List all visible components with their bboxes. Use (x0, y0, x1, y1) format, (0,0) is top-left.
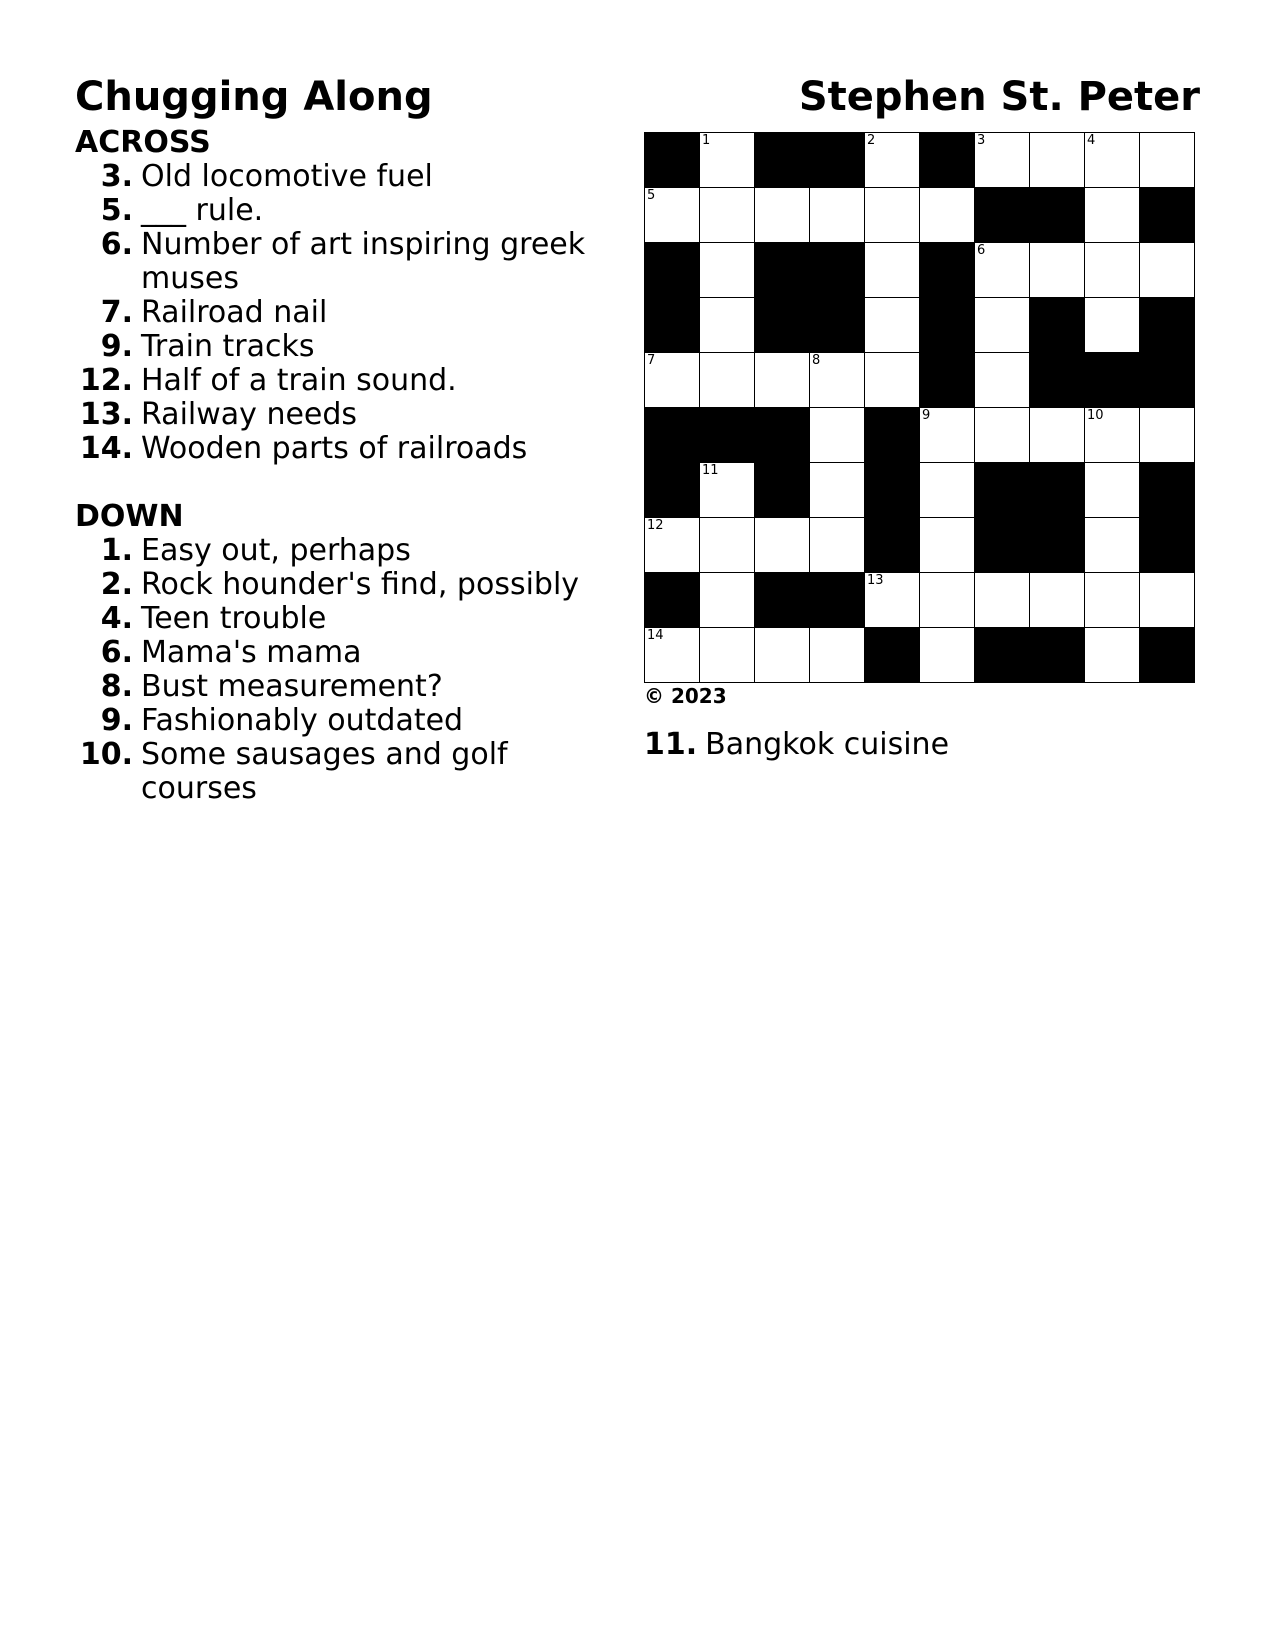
cell-number: 5 (647, 188, 656, 203)
cell-number: 4 (1087, 133, 1096, 148)
grid-block-cell (645, 133, 700, 188)
clue-text: Bangkok cuisine (705, 727, 950, 762)
grid-block-cell (975, 463, 1030, 518)
cell-number: 1 (702, 133, 711, 148)
grid-block-cell (865, 518, 920, 573)
grid-cell[interactable] (920, 573, 975, 628)
grid-block-cell (1030, 188, 1085, 243)
grid-cell[interactable] (700, 188, 755, 243)
cell-number: 6 (977, 243, 986, 258)
clue-number: 9. (100, 329, 133, 364)
grid-cell[interactable] (755, 628, 810, 683)
clue-text: Wooden parts of railroads (141, 431, 528, 466)
clue-text: Railroad nail (141, 295, 328, 330)
grid-cell[interactable] (1085, 298, 1140, 353)
grid-cell[interactable] (1140, 243, 1195, 298)
grid-block-cell (645, 298, 700, 353)
grid-cell[interactable] (1140, 133, 1195, 188)
grid-cell[interactable] (755, 518, 810, 573)
grid-cell[interactable] (975, 243, 1030, 298)
down-clue-list (75, 534, 615, 806)
grid-block-cell (865, 463, 920, 518)
grid-cell[interactable] (975, 353, 1030, 408)
grid-block-cell (865, 408, 920, 463)
clue-item (75, 738, 615, 806)
grid-cell[interactable] (1085, 628, 1140, 683)
cell-number: 12 (647, 518, 664, 533)
grid-cell[interactable] (700, 573, 755, 628)
grid-block-cell (810, 133, 865, 188)
grid-cell[interactable] (1085, 518, 1140, 573)
clue-number: 3. (100, 159, 133, 194)
clue-number: 1. (100, 533, 133, 568)
grid-cell[interactable] (645, 628, 700, 683)
grid-block-cell (975, 188, 1030, 243)
clue-number: 6. (100, 227, 133, 262)
grid-cell[interactable] (700, 243, 755, 298)
grid-cell[interactable] (920, 463, 975, 518)
grid-cell[interactable] (865, 573, 920, 628)
grid-block-cell (755, 408, 810, 463)
grid-cell[interactable] (975, 573, 1030, 628)
grid-cell[interactable] (1030, 573, 1085, 628)
grid-cell[interactable] (700, 353, 755, 408)
clue-item (75, 534, 615, 568)
grid-block-cell (755, 573, 810, 628)
grid-block-cell (920, 133, 975, 188)
clue-item (75, 670, 615, 704)
grid-cell[interactable] (920, 188, 975, 243)
clue-item (75, 398, 615, 432)
clue-item (75, 160, 615, 194)
grid-cell[interactable] (1140, 408, 1195, 463)
grid-cell[interactable] (700, 518, 755, 573)
clue-item (75, 194, 615, 228)
clue-number: 11. (644, 727, 698, 762)
clue-number: 14. (79, 431, 133, 466)
clue-item (75, 602, 615, 636)
clue-number: 6. (100, 635, 133, 670)
grid-cell[interactable] (700, 628, 755, 683)
across-clue-list (75, 160, 615, 466)
grid-cell[interactable] (1085, 408, 1140, 463)
grid-cell[interactable] (645, 518, 700, 573)
grid-block-cell (1030, 628, 1085, 683)
grid-cell[interactable] (1085, 463, 1140, 518)
clue-number: 4. (100, 601, 133, 636)
puzzle-author: Stephen St. Peter (798, 74, 1200, 120)
grid-cell[interactable] (1085, 243, 1140, 298)
crossword-grid (644, 132, 1195, 683)
grid-cell[interactable] (810, 408, 865, 463)
clue-text: Easy out, perhaps (141, 533, 411, 568)
grid-cell[interactable] (975, 408, 1030, 463)
cell-number: 8 (812, 353, 821, 368)
grid-cell[interactable] (1085, 133, 1140, 188)
grid-block-cell (645, 408, 700, 463)
clue-item (75, 330, 615, 364)
grid-cell[interactable] (810, 353, 865, 408)
grid-block-cell (755, 298, 810, 353)
grid-cell[interactable] (810, 518, 865, 573)
cell-number: 9 (922, 408, 931, 423)
clue-item (75, 364, 615, 398)
clue-item (75, 228, 615, 296)
grid-cell[interactable] (920, 408, 975, 463)
grid-cell[interactable] (1030, 243, 1085, 298)
clue-text: Half of a train sound. (141, 363, 457, 398)
grid-block-cell (865, 628, 920, 683)
clue-number: 8. (100, 669, 133, 704)
grid-block-cell (1030, 353, 1085, 408)
grid-cell[interactable] (1085, 188, 1140, 243)
clue-text: ___ rule. (141, 193, 264, 228)
grid-cell[interactable] (1140, 573, 1195, 628)
cell-number: 13 (867, 573, 884, 588)
grid-block-cell (645, 573, 700, 628)
clue-number: 12. (79, 363, 133, 398)
grid-cell[interactable] (645, 188, 700, 243)
clue-text: Bust measurement? (141, 669, 443, 704)
clue-number: 2. (100, 567, 133, 602)
clue-number: 7. (100, 295, 133, 330)
clue-item (75, 568, 615, 602)
cell-number: 2 (867, 133, 876, 148)
grid-block-cell (920, 243, 975, 298)
clue-item (75, 704, 615, 738)
clue-text: Fashionably outdated (141, 703, 464, 738)
grid-block-cell (810, 573, 865, 628)
grid-block-cell (1085, 353, 1140, 408)
grid-block-cell (975, 518, 1030, 573)
cell-number: 14 (647, 628, 664, 643)
grid-block-cell (1140, 298, 1195, 353)
grid-cell[interactable] (1030, 133, 1085, 188)
grid-block-cell (755, 133, 810, 188)
clue-text: Some sausages and golf courses (141, 737, 508, 806)
grid-block-cell (1140, 518, 1195, 573)
clue-text: Train tracks (141, 329, 315, 364)
grid-block-cell (1140, 463, 1195, 518)
grid-cell[interactable] (645, 353, 700, 408)
clue-text: Rock hounder's find, possibly (141, 567, 580, 602)
grid-cell[interactable] (865, 243, 920, 298)
clue-text: Old locomotive fuel (141, 159, 433, 194)
clue-item (75, 636, 615, 670)
cell-number: 11 (702, 463, 719, 478)
across-heading: ACROSS (75, 125, 211, 160)
clue-number: 5. (100, 193, 133, 228)
grid-cell[interactable] (700, 298, 755, 353)
grid-block-cell (755, 463, 810, 518)
cell-number: 7 (647, 353, 656, 368)
grid-cell[interactable] (810, 188, 865, 243)
down-clue-continued (644, 728, 949, 762)
clue-number: 9. (100, 703, 133, 738)
grid-block-cell (645, 463, 700, 518)
puzzle-title: Chugging Along (75, 74, 433, 120)
grid-cell[interactable] (865, 353, 920, 408)
clues-column (75, 126, 615, 806)
copyright-notice: © 2023 (644, 684, 727, 708)
grid-block-cell (1030, 518, 1085, 573)
grid-cell[interactable] (865, 133, 920, 188)
grid-cell[interactable] (975, 133, 1030, 188)
grid-cell[interactable] (865, 298, 920, 353)
cell-number: 3 (977, 133, 986, 148)
grid-cell[interactable] (755, 353, 810, 408)
grid-cell[interactable] (755, 188, 810, 243)
grid-cell[interactable] (810, 628, 865, 683)
clue-text: Railway needs (141, 397, 358, 432)
grid-block-cell (1140, 188, 1195, 243)
grid-block-cell (755, 243, 810, 298)
grid-block-cell (920, 298, 975, 353)
grid-block-cell (810, 243, 865, 298)
grid-cell[interactable] (920, 628, 975, 683)
grid-cell[interactable] (865, 188, 920, 243)
grid-block-cell (700, 408, 755, 463)
grid-cell[interactable] (1030, 408, 1085, 463)
grid-cell[interactable] (700, 463, 755, 518)
cell-number: 10 (1087, 408, 1104, 423)
grid-block-cell (1030, 463, 1085, 518)
grid-cell[interactable] (975, 298, 1030, 353)
grid-block-cell (1030, 298, 1085, 353)
clue-text: Teen trouble (141, 601, 327, 636)
grid-block-cell (645, 243, 700, 298)
clue-text: Mama's mama (141, 635, 362, 670)
grid-block-cell (1140, 628, 1195, 683)
grid-cell[interactable] (810, 463, 865, 518)
down-heading: DOWN (75, 499, 184, 534)
clue-number: 13. (79, 397, 133, 432)
grid-cell[interactable] (700, 133, 755, 188)
grid-block-cell (810, 298, 865, 353)
clue-number: 10. (79, 737, 133, 772)
clue-text: Number of art inspiring greek muses (141, 227, 586, 296)
clue-item (75, 296, 615, 330)
grid-cell[interactable] (1085, 573, 1140, 628)
grid-block-cell (975, 628, 1030, 683)
grid-block-cell (920, 353, 975, 408)
grid-block-cell (1140, 353, 1195, 408)
grid-cell[interactable] (920, 518, 975, 573)
clue-item (75, 432, 615, 466)
